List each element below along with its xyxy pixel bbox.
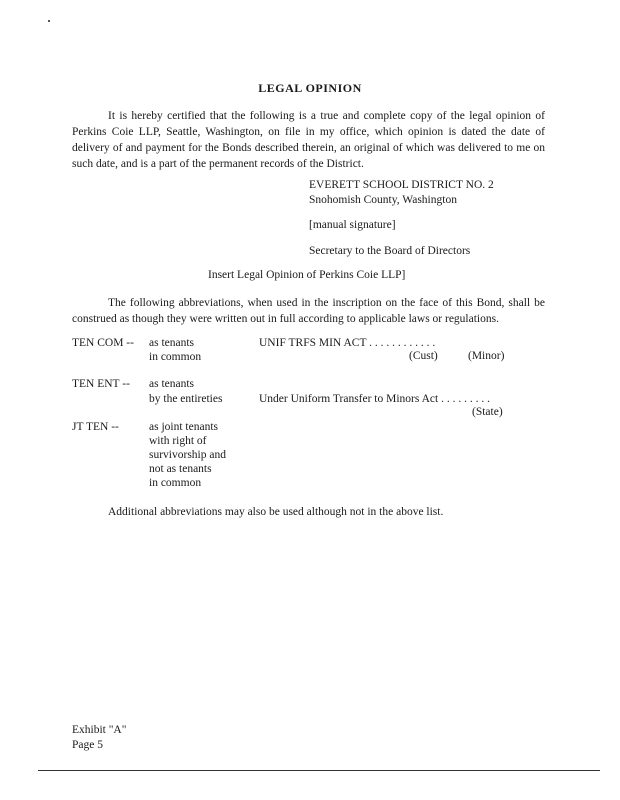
abbr-meaning-line: survivorship and xyxy=(149,449,226,461)
abbr-meaning-line: by the entireties xyxy=(149,393,223,405)
abbreviations-intro: The following abbreviations, when used in the inscription on the face of this Bond, shall be construed as though they were written out in full according to applicable laws or regulations. xyxy=(72,297,545,325)
insert-note: Insert Legal Opinion of Perkins Coie LLP] xyxy=(208,269,406,281)
abbr-key-ten-com: TEN COM -- xyxy=(72,337,134,349)
exhibit-label: Exhibit "A" xyxy=(72,724,127,736)
abbr-desc-unif-trfs: UNIF TRFS MIN ACT . . . . . . . . . . . . xyxy=(259,337,436,349)
abbr-key-ten-ent: TEN ENT -- xyxy=(72,378,130,390)
abbr-meaning-line: in common xyxy=(149,351,202,363)
abbr-key-jt-ten: JT TEN -- xyxy=(72,421,119,433)
county-name: Snohomish County, Washington xyxy=(309,194,457,206)
scan-speck xyxy=(48,20,50,22)
page-title: LEGAL OPINION xyxy=(258,81,362,95)
label-minor: (Minor) xyxy=(468,350,505,362)
page-number: Page 5 xyxy=(72,739,103,751)
district-name: EVERETT SCHOOL DISTRICT NO. 2 xyxy=(309,179,494,191)
label-state: (State) xyxy=(472,406,503,418)
abbr-meaning-line: not as tenants xyxy=(149,463,212,475)
manual-signature: [manual signature] xyxy=(309,219,396,231)
label-cust: (Cust) xyxy=(409,350,438,362)
abbr-meaning-line: in common xyxy=(149,477,202,489)
abbr-meaning-line: as joint tenants xyxy=(149,421,218,433)
footer-rule xyxy=(38,770,600,771)
abbr-desc-uniform-transfer: Under Uniform Transfer to Minors Act . . . . . . . . . xyxy=(259,393,490,405)
abbr-meaning-line: as tenants xyxy=(149,337,195,349)
abbr-meaning-line: as tenants xyxy=(149,378,195,390)
officer-title: Secretary to the Board of Directors xyxy=(309,245,471,257)
certification-paragraph: It is hereby certified that the following is a true and complete copy of the legal opinion of Perkins Coie LLP, Seattle, Washington, on file in my office, which opinion is dated the date of delivery of and payment for the Bonds described therein, an original of which was delivered to me on such date, and is a part of the permanent records of the District. xyxy=(72,110,545,170)
closing-note: Additional abbreviations may also be used although not in the above list. xyxy=(108,506,444,518)
abbr-meaning-line: with right of xyxy=(149,435,207,447)
